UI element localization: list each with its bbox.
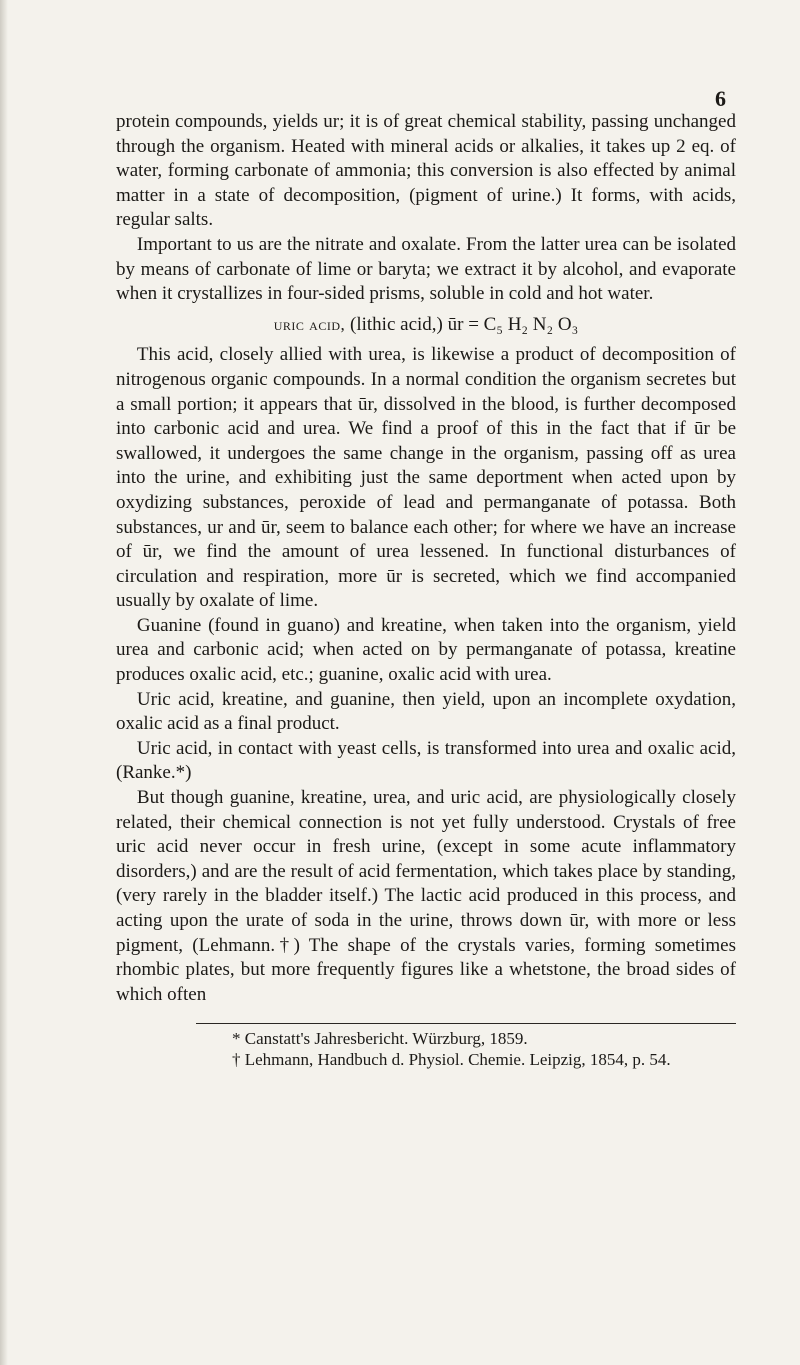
heading-formula: (lithic acid,) ūr = C₅ H₂ N₂ O₃ [350, 313, 579, 335]
paragraph-guanine-kreatine: Guanine (found in guano) and kreatine, when taken into the organism, yield urea and carbonic acid; when acted on by permanganate of potassa, kreatine produces oxalic acid, etc.; guanine, oxalic acid with urea. [116, 614, 736, 686]
footnote-canstatt: * Canstatt's Jahresbericht. Würzburg, 1859. [232, 1029, 528, 1048]
footnote-divider [196, 1023, 736, 1024]
paragraph-nitrate-oxalate: Important to us are the nitrate and oxalate. From the latter urea can be isolated by means of carbonate of lime or baryta; we extract it by alcohol, and evaporate when it crystallizes in four-sided prisms, soluble in cold and hot water. [116, 233, 736, 305]
heading-term: uric acid, [273, 314, 346, 334]
body-text [116, 110, 736, 1007]
page-gutter-shadow [0, 0, 8, 1365]
section-heading-uric-acid [116, 313, 736, 338]
footnotes [232, 1028, 742, 1070]
paragraph-incomplete-oxydation: Uric acid, kreatine, and guanine, then yield, upon an incomplete oxydation, oxalic acid as a final product. [116, 688, 736, 735]
paragraph-uric-acid-description: This acid, closely allied with urea, is likewise a product of decomposition of nitrogenous organic compounds. In a normal condition the organism secretes but a small portion; it appears that ūr, dissolved in the blood, is further decomposed into carbonic acid and urea. We find a proof of this in the fact that if ūr be swallowed, it undergoes the same change in the organism, passing off as urea into the urine, and exhibiting just the same deportment when acted upon by oxydizing substances, peroxide of lead and permanganate of potassa. Both substances, ur and ūr, seem to balance each other; for where we have an increase of ūr, we find the amount of urea lessened. In functional disturbances of circulation and respiration, more ūr is secreted, which we find accompanied usually by oxalate of lime. [116, 344, 736, 612]
paragraph-protein-compounds: protein compounds, yields ur; it is of great chemical stability, passing unchanged through the organism. Heated with mineral acids or alkalies, it takes up 2 eq. of water, forming carbonate of ammonia; this conversion is also effected by animal matter in a state of decomposition, (pigment of urine.) It forms, with acids, regular salts. [116, 111, 736, 231]
paragraph-physiological-relation: But though guanine, kreatine, urea, and uric acid, are physiologically closely related, their chemical connection is not yet fully understood. Crystals of free uric acid never occur in fresh urine, (except in some acute inflammatory disorders,) and are the result of acid fermentation, which takes place by standing, (very rarely in the bladder itself.) The lactic acid produced in this process, and acting upon the urate of soda in the urine, throws down ūr, with more or less pigment, (Lehmann.†) The shape of the crystals varies, forming sometimes rhombic plates, but more frequently figures like a whetstone, the broad sides of which often [116, 787, 736, 1005]
footnote-lehmann: † Lehmann, Handbuch d. Physiol. Chemie. Leipzig, 1854, p. 54. [232, 1050, 671, 1069]
page-number: 6 [715, 86, 726, 111]
paragraph-yeast-cells: Uric acid, in contact with yeast cells, is transformed into urea and oxalic acid, (Ranke.*) [116, 737, 736, 784]
